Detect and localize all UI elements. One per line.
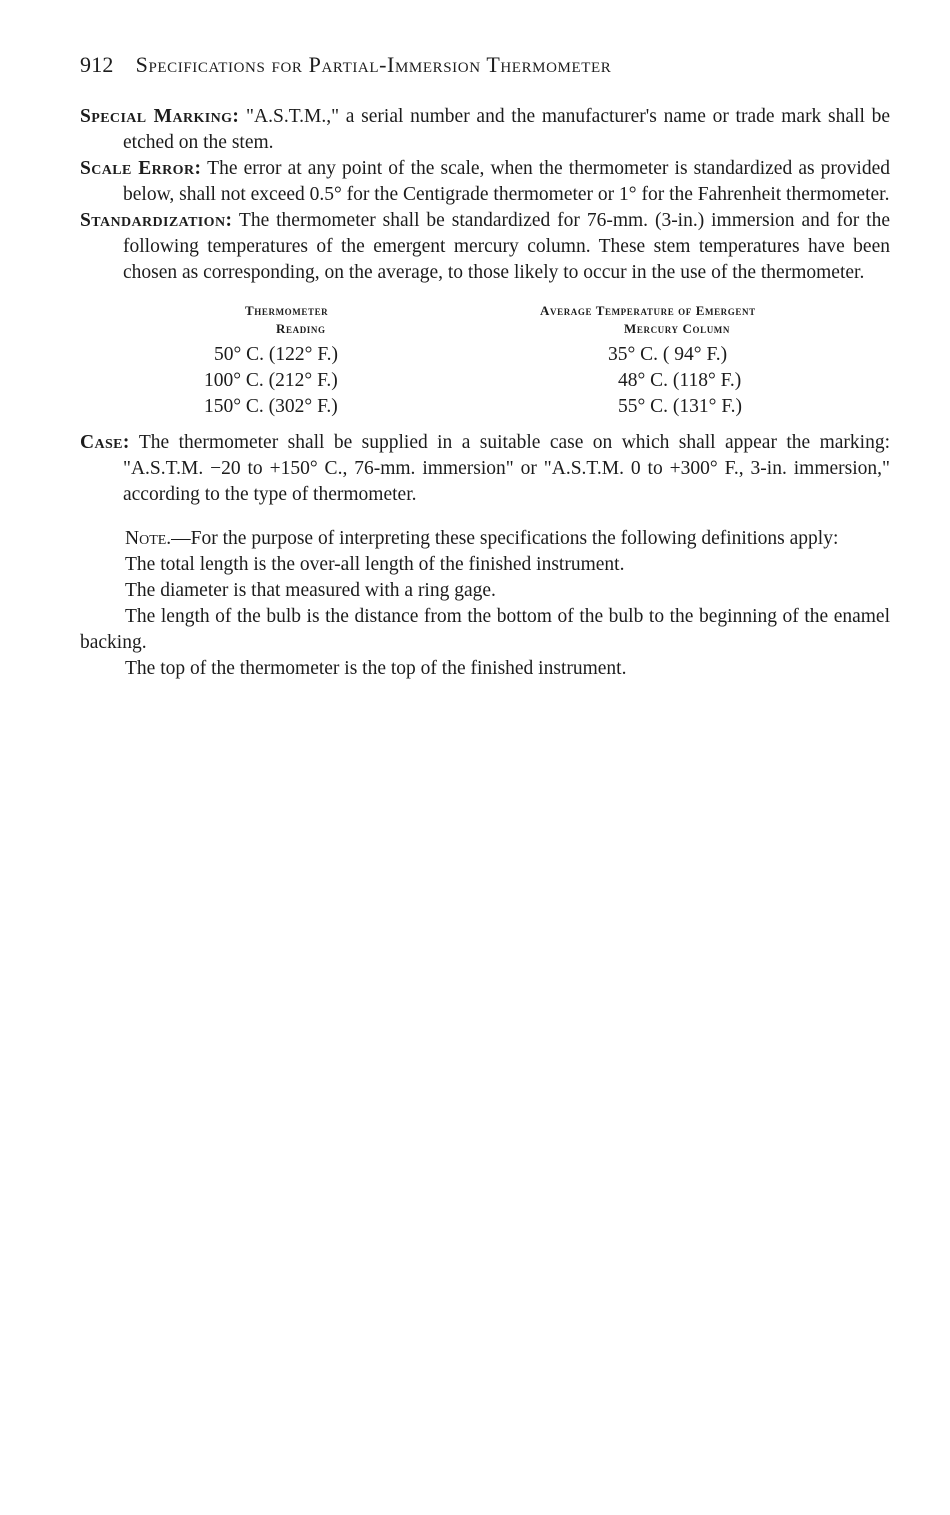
entry-special-marking	[80, 104, 890, 156]
table-header	[80, 302, 890, 338]
table-row	[80, 368, 890, 394]
column-header-line: Average Temperature of Emergent	[540, 303, 756, 318]
table-row	[80, 342, 890, 368]
column-header-line: Thermometer	[245, 303, 329, 318]
table-cell-reading: 100° C. (212° F.)	[204, 370, 338, 391]
note-intro	[80, 526, 890, 552]
definition-item: The length of the bulb is the distance from the bottom of the bulb to the beginning of the enamel backing.	[80, 606, 890, 653]
entry-scale-error	[80, 156, 890, 208]
column-header-emergent	[540, 302, 890, 338]
table-body	[80, 342, 890, 420]
definition-item: The diameter is that measured with a ring gage.	[125, 580, 496, 601]
definition-item: The top of the thermometer is the top of the finished instrument.	[125, 658, 627, 679]
note-lead: Note.	[125, 528, 172, 549]
running-head	[80, 52, 890, 78]
entry-term: Scale Error:	[80, 158, 202, 179]
entry-term: Special Marking:	[80, 106, 240, 127]
note-block	[80, 526, 890, 682]
document-page	[80, 52, 890, 682]
table-cell-reading: 50° C. (122° F.)	[214, 344, 338, 365]
entry-standardization	[80, 208, 890, 286]
table-cell-emergent: 35° C. ( 94° F.)	[608, 344, 728, 365]
entry-term: Case:	[80, 432, 130, 453]
entry-text: The thermometer shall be standardized for 76-mm. (3-in.) immersion and for the following temperatures of the emergent mercury column. These stem temperatures have been chosen as corresponding, on the average, to those likely to occur in the use of the thermometer.	[123, 210, 890, 283]
table-row	[80, 394, 890, 420]
page-number: 912	[80, 52, 114, 77]
table-cell-reading: 150° C. (302° F.)	[204, 396, 338, 417]
column-header-line: Mercury Column	[624, 321, 730, 336]
temperature-table	[80, 302, 890, 420]
table-cell-emergent: 48° C. (118° F.)	[618, 370, 742, 391]
table-cell-emergent: 55° C. (131° F.)	[618, 396, 742, 417]
entry-text: "A.S.T.M.," a serial number and the manufacturer's name or trade mark shall be etched on the stem.	[123, 106, 890, 153]
entry-text: The thermometer shall be supplied in a suitable case on which shall appear the marking: "A.S.T.M. −20 to +150° C., 76-mm. immersion" or "A.S.T.M. 0 to +300° F., 3-in. immersion," according to the type of thermometer.	[123, 432, 890, 505]
page-title: Specifications for Partial-Immersion Thermometer	[135, 52, 612, 77]
entry-text: The error at any point of the scale, when the thermometer is standardized as provided below, shall not exceed 0.5° for the Centigrade thermometer or 1° for the Fahrenheit thermometer.	[123, 158, 890, 205]
definition-item: The total length is the over-all length of the finished instrument.	[125, 554, 625, 575]
entry-term: Standardization:	[80, 210, 233, 231]
entry-case	[80, 430, 890, 508]
column-header-line: Reading	[276, 321, 326, 336]
note-intro-text: —For the purpose of interpreting these specifications the following definitions apply:	[171, 528, 839, 549]
column-header-reading	[80, 302, 540, 338]
